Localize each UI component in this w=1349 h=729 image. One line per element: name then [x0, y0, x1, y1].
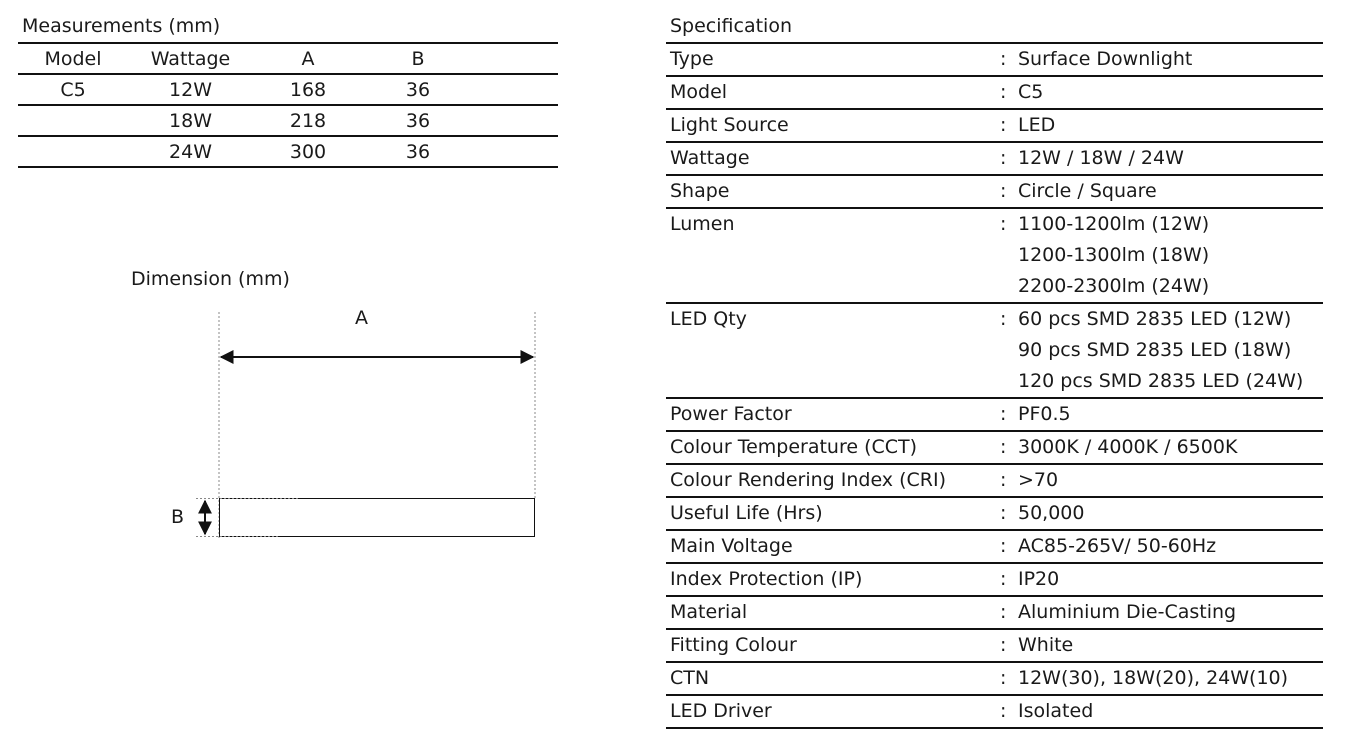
spec-value: >70 — [1018, 469, 1059, 491]
measurements-header-row — [18, 42, 558, 73]
spec-colon: : — [1000, 700, 1007, 722]
spec-values — [1018, 696, 1323, 727]
spec-value: C5 — [1018, 81, 1044, 103]
spec-row — [666, 176, 1323, 209]
cell-a: 218 — [289, 110, 327, 132]
spec-row — [666, 110, 1323, 143]
header-wattage: Wattage — [150, 48, 231, 70]
spec-colon: : — [1000, 502, 1007, 524]
measurements-table — [18, 42, 558, 168]
spec-values — [1018, 564, 1323, 595]
spec-label: Colour Temperature (CCT) — [670, 436, 918, 458]
spec-colon: : — [1000, 469, 1007, 491]
spec-label: LED Driver — [670, 700, 772, 722]
cell-b: 36 — [405, 110, 431, 132]
spec-label: Lumen — [670, 213, 735, 235]
header-model: Model — [44, 48, 102, 70]
spec-row — [666, 696, 1323, 729]
cell-model: C5 — [60, 79, 86, 101]
spec-values — [1018, 597, 1323, 628]
dimension-label-b: B — [171, 506, 185, 528]
spec-label: Shape — [670, 180, 730, 202]
spec-label: Useful Life (Hrs) — [670, 502, 823, 524]
table-row — [18, 104, 558, 135]
spec-row — [666, 432, 1323, 465]
spec-values — [1018, 465, 1323, 496]
spec-values — [1018, 498, 1323, 529]
spec-colon: : — [1000, 634, 1007, 656]
specification-table — [666, 42, 1323, 729]
spec-values — [1018, 630, 1323, 661]
spec-values — [1018, 77, 1323, 108]
spec-label: Type — [670, 48, 714, 70]
spec-value: 60 pcs SMD 2835 LED (12W) — [1018, 308, 1292, 330]
specification-title: Specification — [670, 15, 792, 37]
table-row — [18, 73, 558, 104]
spec-values — [1018, 304, 1323, 397]
spec-value: 12W(30), 18W(20), 24W(10) — [1018, 667, 1289, 689]
spec-row — [666, 597, 1323, 630]
cell-b: 36 — [405, 141, 431, 163]
spec-row — [666, 143, 1323, 176]
spec-colon: : — [1000, 308, 1007, 330]
spec-row — [666, 44, 1323, 77]
spec-value: 1100-1200lm (12W) — [1018, 213, 1210, 235]
spec-row — [666, 498, 1323, 531]
spec-value: 2200-2300lm (24W) — [1018, 275, 1210, 297]
dimension-diagram — [160, 300, 560, 545]
spec-colon: : — [1000, 535, 1007, 557]
spec-label: Fitting Colour — [670, 634, 797, 656]
spec-label: Index Protection (IP) — [670, 568, 863, 590]
spec-label: Model — [670, 81, 728, 103]
spec-values — [1018, 432, 1323, 463]
spec-colon: : — [1000, 213, 1007, 235]
spec-values — [1018, 143, 1323, 174]
spec-label: Material — [670, 601, 748, 623]
spec-row — [666, 399, 1323, 432]
spec-colon: : — [1000, 601, 1007, 623]
spec-row — [666, 564, 1323, 597]
spec-value: 50,000 — [1018, 502, 1085, 524]
spec-value: 12W / 18W / 24W — [1018, 147, 1184, 169]
spec-value: White — [1018, 634, 1074, 656]
spec-value: 1200-1300lm (18W) — [1018, 244, 1210, 266]
spec-value: 120 pcs SMD 2835 LED (24W) — [1018, 370, 1304, 392]
spec-value: Isolated — [1018, 700, 1094, 722]
spec-colon: : — [1000, 147, 1007, 169]
spec-values — [1018, 110, 1323, 141]
cell-a: 168 — [289, 79, 327, 101]
cell-wattage: 12W — [169, 79, 212, 101]
spec-row — [666, 465, 1323, 498]
spec-row — [666, 304, 1323, 399]
spec-colon: : — [1000, 568, 1007, 590]
spec-row — [666, 630, 1323, 663]
spec-colon: : — [1000, 667, 1007, 689]
spec-values — [1018, 209, 1323, 302]
spec-colon: : — [1000, 403, 1007, 425]
spec-value: IP20 — [1018, 568, 1060, 590]
measurements-title: Measurements (mm) — [22, 15, 221, 37]
spec-value: 3000K / 4000K / 6500K — [1018, 436, 1238, 458]
spec-value: Surface Downlight — [1018, 48, 1193, 70]
spec-label: Colour Rendering Index (CRI) — [670, 469, 946, 491]
spec-value: 90 pcs SMD 2835 LED (18W) — [1018, 339, 1292, 361]
dimension-label-a: A — [355, 307, 368, 329]
spec-value: Circle / Square — [1018, 180, 1157, 202]
spec-label: Wattage — [670, 147, 750, 169]
cell-b: 36 — [405, 79, 431, 101]
header-a: A — [301, 48, 315, 70]
spec-label: Main Voltage — [670, 535, 793, 557]
spec-colon: : — [1000, 81, 1007, 103]
spec-values — [1018, 531, 1323, 562]
spec-label: CTN — [670, 667, 710, 689]
header-b: B — [411, 48, 425, 70]
spec-colon: : — [1000, 114, 1007, 136]
product-profile — [220, 499, 535, 537]
spec-value: Aluminium Die-Casting — [1018, 601, 1237, 623]
spec-label: Light Source — [670, 114, 789, 136]
spec-colon: : — [1000, 436, 1007, 458]
spec-row — [666, 531, 1323, 564]
dimension-title: Dimension (mm) — [131, 268, 290, 290]
cell-a: 300 — [289, 141, 327, 163]
spec-row — [666, 77, 1323, 110]
spec-value: AC85-265V/ 50-60Hz — [1018, 535, 1217, 557]
spec-label: Power Factor — [670, 403, 792, 425]
spec-colon: : — [1000, 48, 1007, 70]
spec-values — [1018, 44, 1323, 75]
spec-row — [666, 663, 1323, 696]
spec-values — [1018, 663, 1323, 694]
spec-values — [1018, 176, 1323, 207]
spec-value: PF0.5 — [1018, 403, 1071, 425]
spec-values — [1018, 399, 1323, 430]
spec-label: LED Qty — [670, 308, 747, 330]
table-row — [18, 135, 558, 168]
spec-colon: : — [1000, 180, 1007, 202]
spec-value: LED — [1018, 114, 1056, 136]
cell-wattage: 24W — [169, 141, 212, 163]
cell-wattage: 18W — [169, 110, 212, 132]
spec-row — [666, 209, 1323, 304]
